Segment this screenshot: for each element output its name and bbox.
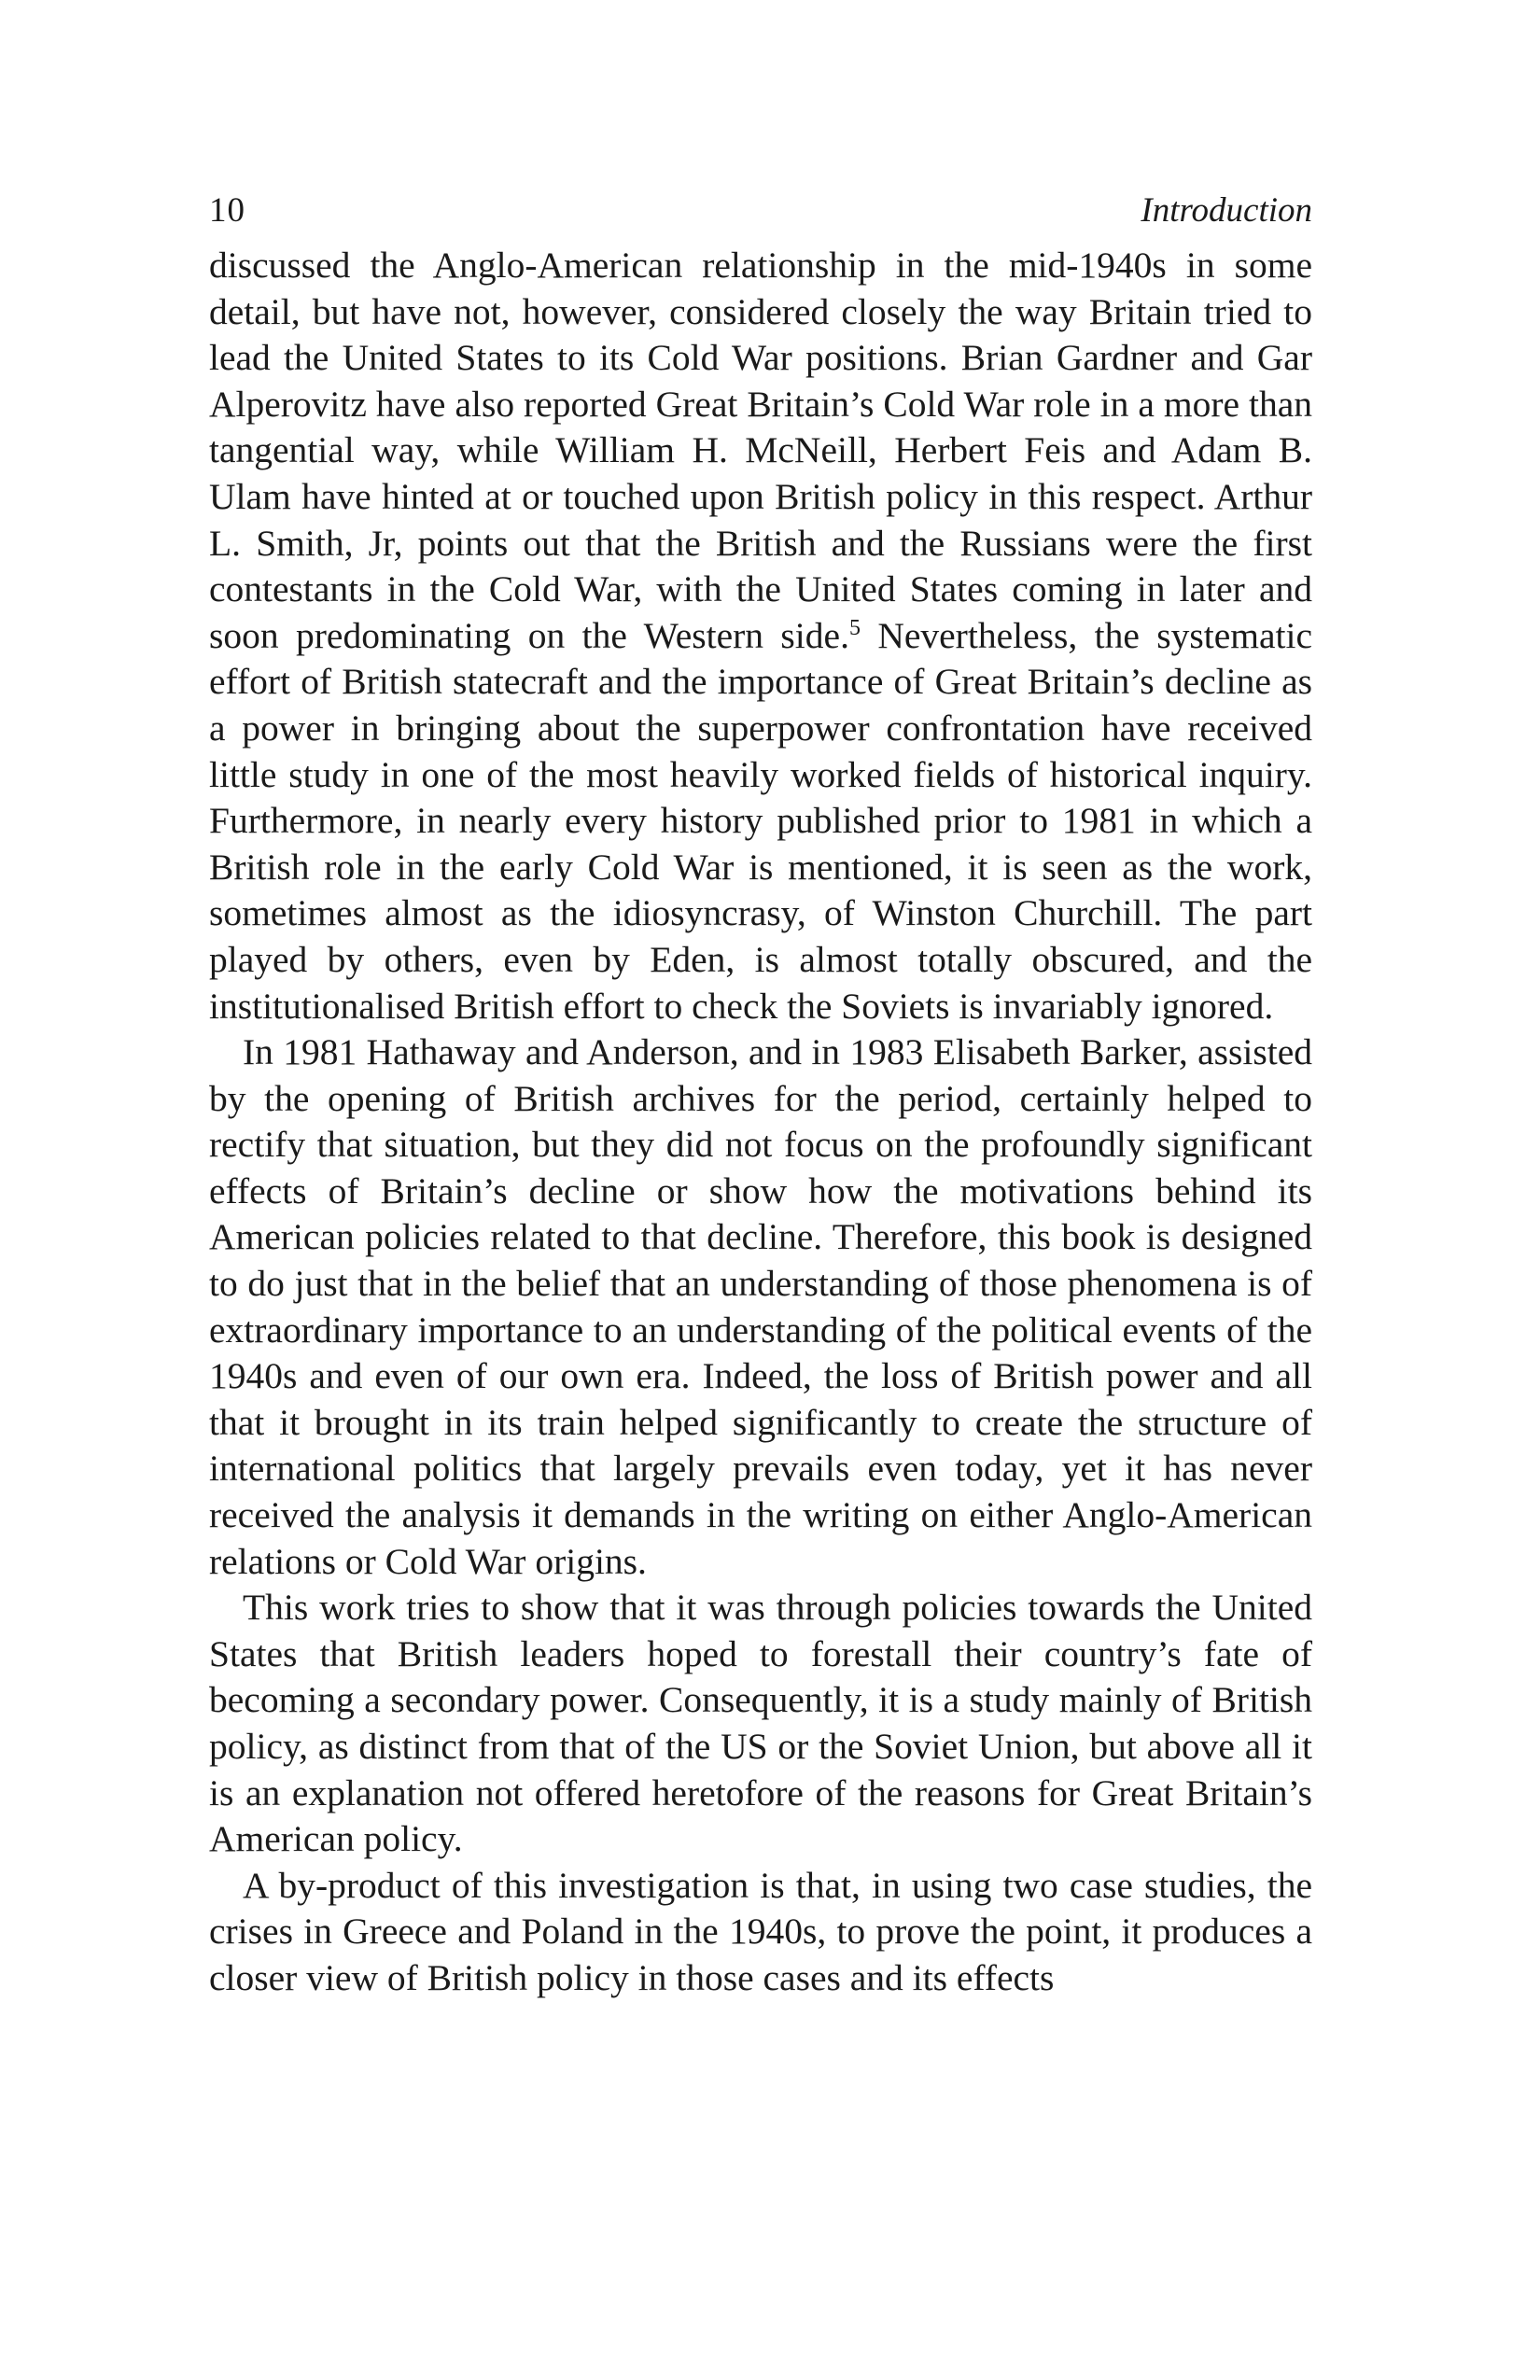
running-head [209, 187, 1312, 243]
running-head-title: Introduction [1141, 191, 1312, 230]
paragraph-1 [209, 243, 1312, 1029]
book-page [209, 187, 1312, 2002]
footnote-marker: 5 [848, 615, 861, 640]
paragraph-2: In 1981 Hathaway and Anderson, and in 1983 Elisabeth Barker, assisted by the opening of British archives for the period, certainly helped to rectify that situation, but they did not focus on the profoundly significant effects of Britain’s decline or show how the motivations behind its American policies related to that decline. Therefore, this book is designed to do just that in the belief that an understanding of those phenomena is of extraordinary importance to an understanding of the political events of the 1940s and even of our own era. Indeed, the loss of British power and all that it brought in its train helped significantly to create the structure of international politics that largely prevails even today, yet it has never received the analysis it demands in the writing on either Anglo-American relations or Cold War origins. [209, 1031, 1312, 1582]
paragraph-1-text-a: discussed the Anglo-American relationship in the mid-1940s in some detail, but have not, however, considered closely the way Britain tried to lead the United States to its Cold War positions. Brian Gardner and Gar Alperovitz have also reported Great Britain’s Cold War role in a more than tangential way, while William H. McNeill, Herbert Feis and Adam B. Ulam have hinted at or touched upon British policy in this respect. Arthur L. Smith, Jr, points out that the British and the Russians were the first contestants in the Cold War, with the United States coming in later and soon predominating on the Western side. [209, 245, 1312, 656]
body-text [209, 243, 1312, 2002]
paragraph-1-text-b: Nevertheless, the systematic effort of British statecraft and the importance of Great Britain’s decline as a power in bringing about the superpower confrontation have received little study in one of the most heavily worked fields of historical inquiry. Furthermore, in nearly every history published prior to 1981 in which a British role in the early Cold War is mentioned, it is seen as the work, sometimes almost as the idiosyncrasy, of Winston Churchill. The part played by others, even by Eden, is almost totally obscured, and the institutionalised British effort to check the Soviets is invariably ignored. [209, 614, 1313, 1027]
page-number: 10 [209, 191, 245, 230]
paragraph-3: This work tries to show that it was through policies towards the United States that British leaders hoped to forestall their country’s fate of becoming a secondary power. Consequently, it is a study mainly of British policy, as distinct from that of the US or the Soviet Union, but above all it is an explanation not offered heretofore of the reasons for Great Britain’s American policy. [209, 1587, 1312, 1860]
paragraph-4: A by-product of this investigation is that, in using two case studies, the crises in Greece and Poland in the 1940s, to prove the point, it produces a closer view of British policy in those cases and its effects [209, 1864, 1312, 1998]
